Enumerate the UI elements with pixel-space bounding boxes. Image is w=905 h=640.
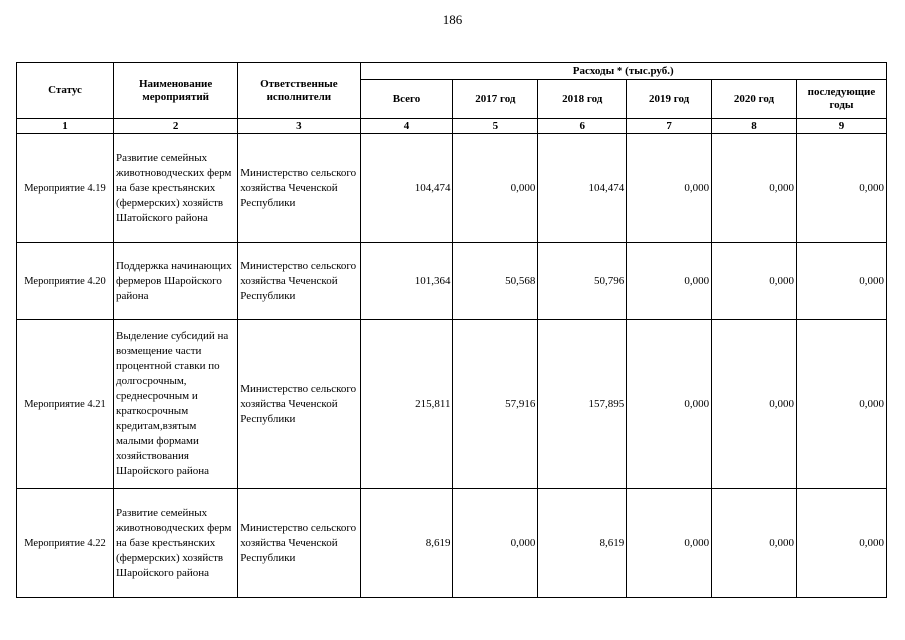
measure-name-cell: Развитие семейных животноводческих ферм на базе крестьянских (фермерских) хозяйств Шатойского района xyxy=(113,134,237,243)
column-number: 5 xyxy=(453,119,538,134)
column-number: 9 xyxy=(796,119,886,134)
column-number: 8 xyxy=(712,119,797,134)
status-cell: Мероприятие 4.22 xyxy=(17,489,114,598)
value-2018-cell: 50,796 xyxy=(538,243,627,320)
value-2018-cell: 8,619 xyxy=(538,489,627,598)
header-2019: 2019 год xyxy=(627,80,712,119)
value-later-cell: 0,000 xyxy=(796,489,886,598)
column-number: 6 xyxy=(538,119,627,134)
header-2018: 2018 год xyxy=(538,80,627,119)
total-cell: 101,364 xyxy=(360,243,453,320)
value-2017-cell: 0,000 xyxy=(453,489,538,598)
value-2020-cell: 0,000 xyxy=(712,243,797,320)
value-2020-cell: 0,000 xyxy=(712,489,797,598)
column-number: 4 xyxy=(360,119,453,134)
status-cell: Мероприятие 4.21 xyxy=(17,320,114,489)
column-number: 2 xyxy=(113,119,237,134)
measure-name-cell: Выделение субсидий на возмещение части процентной ставки по долгосрочным, среднесрочным и краткосрочным кредитам,взятым малыми формами хозяйствования Шаройского района xyxy=(113,320,237,489)
total-cell: 104,474 xyxy=(360,134,453,243)
expenses-table xyxy=(16,62,887,598)
status-cell: Мероприятие 4.19 xyxy=(17,134,114,243)
header-executors: Ответственные исполнители xyxy=(238,63,360,119)
header-name: Наименование мероприятий xyxy=(113,63,237,119)
value-2020-cell: 0,000 xyxy=(712,134,797,243)
value-2017-cell: 50,568 xyxy=(453,243,538,320)
header-expenses: Расходы * (тыс.руб.) xyxy=(360,63,887,80)
table-row xyxy=(17,243,887,320)
header-2020: 2020 год xyxy=(712,80,797,119)
header-later-years: последующие годы xyxy=(796,80,886,119)
value-2019-cell: 0,000 xyxy=(627,489,712,598)
value-2018-cell: 104,474 xyxy=(538,134,627,243)
table-row xyxy=(17,489,887,598)
executor-cell: Министерство сельского хозяйства Чеченской Республики xyxy=(238,320,360,489)
value-2019-cell: 0,000 xyxy=(627,320,712,489)
value-later-cell: 0,000 xyxy=(796,134,886,243)
executor-cell: Министерство сельского хозяйства Чеченской Республики xyxy=(238,134,360,243)
table-row xyxy=(17,320,887,489)
status-cell: Мероприятие 4.20 xyxy=(17,243,114,320)
executor-cell: Министерство сельского хозяйства Чеченской Республики xyxy=(238,243,360,320)
measure-name-cell: Поддержка начинающих фермеров Шаройского района xyxy=(113,243,237,320)
total-cell: 8,619 xyxy=(360,489,453,598)
header-total: Всего xyxy=(360,80,453,119)
header-status: Статус xyxy=(17,63,114,119)
value-2019-cell: 0,000 xyxy=(627,134,712,243)
page-number: 186 xyxy=(442,12,463,27)
value-2017-cell: 57,916 xyxy=(453,320,538,489)
value-later-cell: 0,000 xyxy=(796,243,886,320)
column-number: 1 xyxy=(17,119,114,134)
measure-name-cell: Развитие семейных животноводческих ферм на базе крестьянских (фермерских) хозяйств Шаройского района xyxy=(113,489,237,598)
total-cell: 215,811 xyxy=(360,320,453,489)
value-2020-cell: 0,000 xyxy=(712,320,797,489)
value-2019-cell: 0,000 xyxy=(627,243,712,320)
value-2017-cell: 0,000 xyxy=(453,134,538,243)
column-number: 7 xyxy=(627,119,712,134)
column-number: 3 xyxy=(238,119,360,134)
value-2018-cell: 157,895 xyxy=(538,320,627,489)
header-2017: 2017 год xyxy=(453,80,538,119)
executor-cell: Министерство сельского хозяйства Чеченской Республики xyxy=(238,489,360,598)
table-row xyxy=(17,134,887,243)
value-later-cell: 0,000 xyxy=(796,320,886,489)
